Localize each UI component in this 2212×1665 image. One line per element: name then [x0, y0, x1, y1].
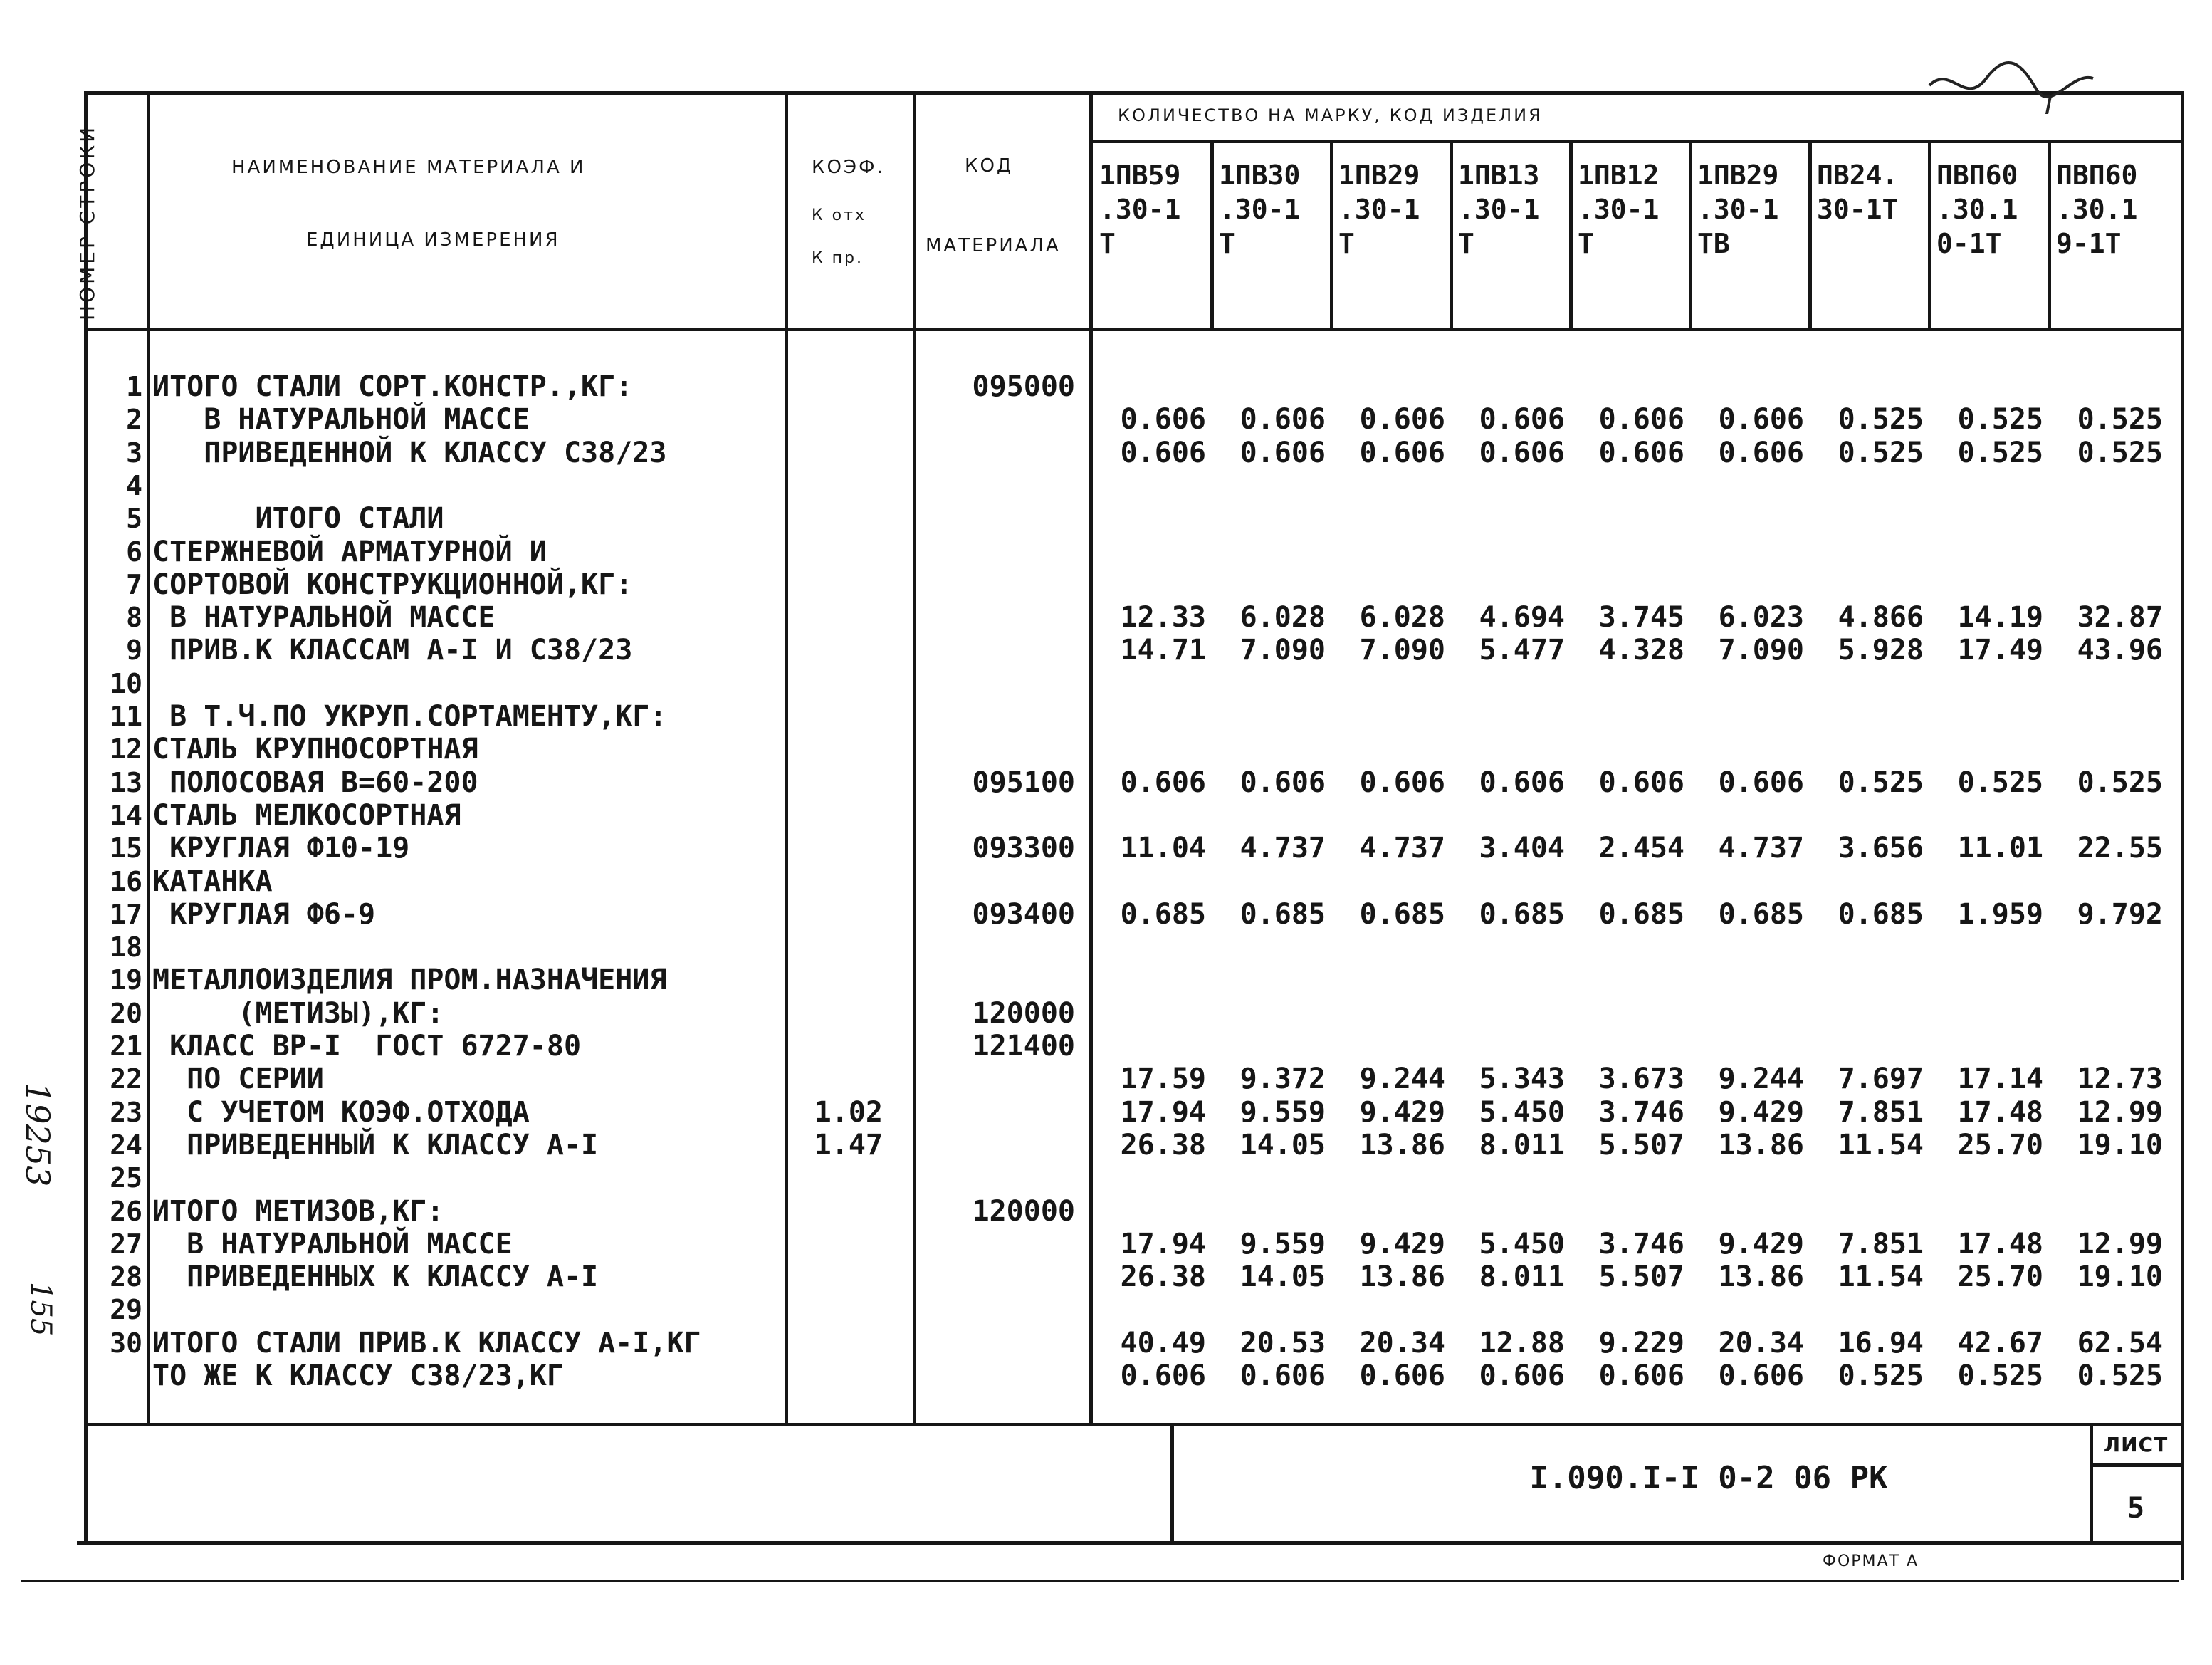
row-name: ПРИВЕДЕННОЙ К КЛАССУ С38/23	[152, 436, 667, 469]
name-header-line1: НАИМЕНОВАНИЕ МАТЕРИАЛА И	[231, 157, 586, 178]
row-value: 16.94	[1838, 1326, 1924, 1359]
name-header-line2: ЕДИНИЦА ИЗМЕРЕНИЯ	[306, 229, 560, 251]
margin-note-small: 155	[24, 1282, 57, 1337]
row-value: 0.525	[1957, 436, 2043, 469]
row-number-col-line	[147, 91, 150, 1426]
row-value: 0.606	[1479, 436, 1565, 469]
row-value: 13.86	[1718, 1128, 1804, 1162]
row-value: 32.87	[2077, 601, 2163, 635]
row-material-code: 121400	[972, 1030, 1075, 1063]
row-value: 11.04	[1120, 832, 1206, 865]
row-value: 62.54	[2077, 1326, 2163, 1359]
row-number: 18	[110, 931, 142, 964]
row-value: 17.94	[1120, 1095, 1206, 1129]
row-name: В НАТУРАЛЬНОЙ МАССЕ	[152, 1227, 513, 1261]
row-value: 5.507	[1598, 1261, 1684, 1294]
row-material-code: 093300	[972, 832, 1075, 865]
row-number: 24	[110, 1129, 142, 1161]
row-value: 0.606	[1598, 436, 1684, 469]
row-value: 17.48	[1957, 1227, 2043, 1261]
header-bottom-line	[84, 328, 2184, 331]
row-value: 17.48	[1957, 1095, 2043, 1129]
frame-top-line	[84, 91, 2184, 95]
stamp-list-line	[2090, 1423, 2093, 1544]
row-number-header: НОМЕР СТРОКИ	[75, 124, 99, 320]
row-value: 9.429	[1359, 1095, 1445, 1129]
row-value: 0.606	[1598, 766, 1684, 799]
row-value: 0.606	[1359, 403, 1445, 437]
coef-header-line2: К отх	[812, 207, 866, 224]
mark-header: 1ПВ59 .30-1 Т	[1099, 160, 1181, 259]
row-value: 0.685	[1479, 897, 1565, 931]
row-value: 9.429	[1359, 1227, 1445, 1261]
row-value: 3.746	[1598, 1095, 1684, 1129]
row-value: 25.70	[1957, 1128, 2043, 1162]
row-value: 0.606	[1359, 1359, 1445, 1392]
quantity-header-line	[1089, 140, 2184, 143]
row-value: 4.737	[1239, 832, 1326, 865]
row-value: 3.746	[1598, 1227, 1684, 1261]
row-name: СОРТОВОЙ КОНСТРУКЦИОННОЙ,КГ:	[152, 568, 633, 601]
row-value: 17.59	[1120, 1063, 1206, 1096]
row-number: 7	[126, 568, 142, 600]
mark-header: ПВП60 .30.1 9-1Т	[2056, 160, 2138, 259]
row-value: 9.792	[2077, 897, 2163, 931]
row-value: 0.606	[1239, 436, 1326, 469]
row-value: 9.244	[1718, 1063, 1804, 1096]
row-value: 3.656	[1838, 832, 1924, 865]
row-value: 9.429	[1718, 1095, 1804, 1129]
row-value: 6.028	[1239, 601, 1326, 635]
row-value: 0.606	[1120, 1359, 1206, 1392]
row-number: 3	[126, 437, 142, 469]
row-number: 5	[126, 503, 142, 535]
row-name: СТАЛЬ КРУПНОСОРТНАЯ	[152, 733, 478, 766]
row-value: 12.73	[2077, 1063, 2163, 1096]
row-material-code: 120000	[972, 996, 1075, 1030]
frame-right-line	[2181, 91, 2184, 1580]
row-value: 0.685	[1718, 897, 1804, 931]
row-value: 5.343	[1479, 1063, 1565, 1096]
row-material-code: 120000	[972, 1194, 1075, 1228]
row-value: 12.99	[2077, 1227, 2163, 1261]
row-value: 9.244	[1359, 1063, 1445, 1096]
row-value: 0.685	[1239, 897, 1326, 931]
row-name: ИТОГО СТАЛИ ПРИВ.К КЛАССУ А-I,КГ	[152, 1326, 701, 1359]
row-number: 17	[110, 898, 142, 930]
row-value: 12.33	[1120, 601, 1206, 635]
row-number: 4	[126, 469, 142, 501]
row-name: (МЕТИЗЫ),КГ:	[152, 996, 444, 1030]
row-value: 14.19	[1957, 601, 2043, 635]
sheet-label: ЛИСТ	[2103, 1433, 2169, 1456]
row-value: 7.090	[1239, 634, 1326, 667]
row-value: 0.525	[1957, 403, 2043, 437]
row-value: 7.851	[1838, 1095, 1924, 1129]
row-name: ИТОГО МЕТИЗОВ,КГ:	[152, 1194, 444, 1228]
row-value: 0.606	[1359, 436, 1445, 469]
mark-header: 1ПВ12 .30-1 Т	[1578, 160, 1660, 259]
row-value: 3.404	[1479, 832, 1565, 865]
format-bottom-line	[21, 1580, 2179, 1582]
document-code: I.090.I-I 0-2 06 РК	[1529, 1460, 1888, 1496]
row-number: 15	[110, 832, 142, 865]
stamp-left-line	[1170, 1423, 1174, 1544]
row-value: 12.99	[2077, 1095, 2163, 1129]
row-value: 5.477	[1479, 634, 1565, 667]
row-number: 23	[110, 1096, 142, 1128]
row-value: 20.34	[1359, 1326, 1445, 1359]
mark-header: 1ПВ29 .30-1 Т	[1338, 160, 1420, 259]
row-name: В НАТУРАЛЬНОЙ МАССЕ	[152, 601, 496, 635]
mark-header: 1ПВ29 .30-1 ТВ	[1697, 160, 1779, 259]
row-value: 26.38	[1120, 1128, 1206, 1162]
row-material-code: 095000	[972, 370, 1075, 403]
row-value: 13.86	[1359, 1261, 1445, 1294]
mark-header: ПВП60 .30.1 0-1Т	[1936, 160, 2018, 259]
row-value: 0.606	[1718, 1359, 1804, 1392]
row-number: 20	[110, 997, 142, 1029]
format-label: ФОРМАТ А	[1823, 1552, 1919, 1570]
row-value: 0.606	[1718, 766, 1804, 799]
row-material-code: 095100	[972, 766, 1075, 799]
row-name: ПРИВЕДЕННЫЙ К КЛАССУ А-I	[152, 1128, 599, 1162]
row-value: 1.959	[1957, 897, 2043, 931]
row-value: 0.606	[1239, 403, 1326, 437]
row-number: 29	[110, 1294, 142, 1326]
row-value: 9.559	[1239, 1095, 1326, 1129]
row-number: 9	[126, 635, 142, 667]
row-value: 0.606	[1479, 1359, 1565, 1392]
row-value: 7.090	[1359, 634, 1445, 667]
row-value: 19.10	[2077, 1128, 2163, 1162]
row-number: 10	[110, 667, 142, 699]
row-value: 0.606	[1718, 403, 1804, 437]
mark-header: 1ПВ30 .30-1 Т	[1219, 160, 1301, 259]
row-value: 22.55	[2077, 832, 2163, 865]
row-value: 20.53	[1239, 1326, 1326, 1359]
mark-header: 1ПВ13 .30-1 Т	[1458, 160, 1540, 259]
row-number: 16	[110, 865, 142, 897]
row-value: 3.673	[1598, 1063, 1684, 1096]
row-value: 13.86	[1359, 1128, 1445, 1162]
row-number: 27	[110, 1228, 142, 1260]
row-value: 8.011	[1479, 1128, 1565, 1162]
row-value: 17.14	[1957, 1063, 2043, 1096]
code-header-line2: МАТЕРИАЛА	[926, 235, 1061, 256]
row-name: КРУГЛАЯ Ф6-9	[152, 897, 376, 931]
row-value: 0.606	[1479, 766, 1565, 799]
coef-col-line	[913, 91, 916, 1426]
row-number: 12	[110, 734, 142, 766]
row-value: 26.38	[1120, 1261, 1206, 1294]
row-name: МЕТАЛЛОИЗДЕЛИЯ ПРОМ.НАЗНАЧЕНИЯ	[152, 964, 667, 997]
row-value: 42.67	[1957, 1326, 2043, 1359]
row-value: 9.229	[1598, 1326, 1684, 1359]
frame-bottom-line	[77, 1541, 2184, 1545]
row-value: 40.49	[1120, 1326, 1206, 1359]
row-value: 43.96	[2077, 634, 2163, 667]
row-value: 25.70	[1957, 1261, 2043, 1294]
row-value: 6.028	[1359, 601, 1445, 635]
row-value: 0.685	[1838, 897, 1924, 931]
row-value: 5.507	[1598, 1128, 1684, 1162]
row-value: 3.745	[1598, 601, 1684, 635]
row-value: 14.05	[1239, 1128, 1326, 1162]
row-value: 4.737	[1359, 832, 1445, 865]
row-name: КРУГЛАЯ Ф10-19	[152, 832, 410, 865]
row-value: 0.606	[1598, 403, 1684, 437]
row-value: 0.525	[1838, 436, 1924, 469]
row-name: ПРИВЕДЕННЫХ К КЛАССУ А-I	[152, 1261, 599, 1294]
row-number: 25	[110, 1162, 142, 1194]
row-value: 9.559	[1239, 1227, 1326, 1261]
row-value: 9.429	[1718, 1227, 1804, 1261]
row-value: 0.606	[1718, 436, 1804, 469]
row-name: В Т.Ч.ПО УКРУП.СОРТАМЕНТУ,КГ:	[152, 700, 667, 733]
row-coefficient: 1.47	[814, 1128, 883, 1162]
row-value: 0.606	[1120, 436, 1206, 469]
row-number: 28	[110, 1261, 142, 1293]
row-number: 1	[126, 371, 142, 402]
row-value: 0.606	[1120, 766, 1206, 799]
quantity-header: КОЛИЧЕСТВО НА МАРКУ, КОД ИЗДЕЛИЯ	[1118, 105, 1543, 125]
row-value: 0.685	[1120, 897, 1206, 931]
row-value: 4.328	[1598, 634, 1684, 667]
row-value: 5.450	[1479, 1095, 1565, 1129]
row-coefficient: 1.02	[814, 1095, 883, 1129]
row-value: 8.011	[1479, 1261, 1565, 1294]
row-value: 7.697	[1838, 1063, 1924, 1096]
table-bottom-line	[84, 1423, 2184, 1426]
row-name: В НАТУРАЛЬНОЙ МАССЕ	[152, 403, 530, 437]
row-name: КЛАСС ВР-I ГОСТ 6727-80	[152, 1030, 582, 1063]
row-value: 4.694	[1479, 601, 1565, 635]
row-number: 26	[110, 1195, 142, 1227]
row-number: 8	[126, 602, 142, 634]
row-number: 19	[110, 964, 142, 996]
row-value: 2.454	[1598, 832, 1684, 865]
mark-header: ПВ24. 30-1Т	[1817, 160, 1899, 225]
code-col-line	[1089, 91, 1093, 1426]
row-value: 0.685	[1598, 897, 1684, 931]
row-value: 0.606	[1239, 1359, 1326, 1392]
row-value: 0.525	[1838, 766, 1924, 799]
row-name: С УЧЕТОМ КОЭФ.ОТХОДА	[152, 1095, 530, 1129]
row-value: 9.372	[1239, 1063, 1326, 1096]
row-value: 7.090	[1718, 634, 1804, 667]
row-value: 19.10	[2077, 1261, 2163, 1294]
code-header-line1: КОД	[965, 155, 1014, 177]
row-name: СТЕРЖНЕВОЙ АРМАТУРНОЙ И	[152, 535, 547, 568]
row-name: ПРИВ.К КЛАССАМ А-I И С38/23	[152, 634, 633, 667]
row-value: 14.71	[1120, 634, 1206, 667]
row-value: 12.88	[1479, 1326, 1565, 1359]
row-name: КАТАНКА	[152, 865, 273, 898]
coef-header-line1: КОЭФ.	[812, 157, 885, 178]
row-value: 11.54	[1838, 1128, 1924, 1162]
row-value: 0.685	[1359, 897, 1445, 931]
row-value: 0.606	[1479, 403, 1565, 437]
sheet-number: 5	[2127, 1492, 2145, 1525]
row-value: 17.49	[1957, 634, 2043, 667]
row-value: 0.606	[1359, 766, 1445, 799]
row-name: ИТОГО СТАЛИ	[152, 502, 444, 536]
row-number: 13	[110, 766, 142, 798]
row-value: 11.54	[1838, 1261, 1924, 1294]
row-value: 0.525	[1838, 403, 1924, 437]
margin-note-number: 19253	[19, 1082, 57, 1187]
row-number: 21	[110, 1030, 142, 1062]
row-number: 14	[110, 799, 142, 831]
row-value: 14.05	[1239, 1261, 1326, 1294]
row-value: 0.525	[1838, 1359, 1924, 1392]
row-number: 22	[110, 1063, 142, 1095]
row-material-code: 093400	[972, 897, 1075, 931]
row-number: 2	[126, 404, 142, 436]
row-value: 11.01	[1957, 832, 2043, 865]
row-value: 6.023	[1718, 601, 1804, 635]
row-number: 6	[126, 536, 142, 568]
row-value: 0.525	[2077, 436, 2163, 469]
row-value: 7.851	[1838, 1227, 1924, 1261]
row-value: 0.525	[2077, 1359, 2163, 1392]
row-value: 0.606	[1239, 766, 1326, 799]
row-value: 5.928	[1838, 634, 1924, 667]
row-value: 0.525	[2077, 766, 2163, 799]
row-value: 0.525	[2077, 403, 2163, 437]
coef-header-line3: К пр.	[812, 249, 864, 267]
row-number: 30	[110, 1327, 142, 1359]
row-value: 13.86	[1718, 1261, 1804, 1294]
row-value: 20.34	[1718, 1326, 1804, 1359]
row-name: СТАЛЬ МЕЛКОСОРТНАЯ	[152, 798, 461, 832]
list-label-line	[2090, 1463, 2184, 1467]
row-name: ИТОГО СТАЛИ СОРТ.КОНСТР.,КГ:	[152, 370, 633, 403]
row-value: 0.606	[1120, 403, 1206, 437]
row-name: ТО ЖЕ К КЛАССУ С38/23,КГ	[152, 1359, 564, 1392]
row-value: 0.525	[1957, 1359, 2043, 1392]
row-value: 17.94	[1120, 1227, 1206, 1261]
row-value: 5.450	[1479, 1227, 1565, 1261]
row-value: 0.606	[1598, 1359, 1684, 1392]
row-number: 11	[110, 701, 142, 732]
row-value: 4.737	[1718, 832, 1804, 865]
corner-scribble	[1922, 57, 2107, 114]
row-value: 0.525	[1957, 766, 2043, 799]
row-name: ПОЛОСОВАЯ В=60-200	[152, 766, 478, 799]
row-value: 4.866	[1838, 601, 1924, 635]
row-name: ПО СЕРИИ	[152, 1063, 324, 1096]
